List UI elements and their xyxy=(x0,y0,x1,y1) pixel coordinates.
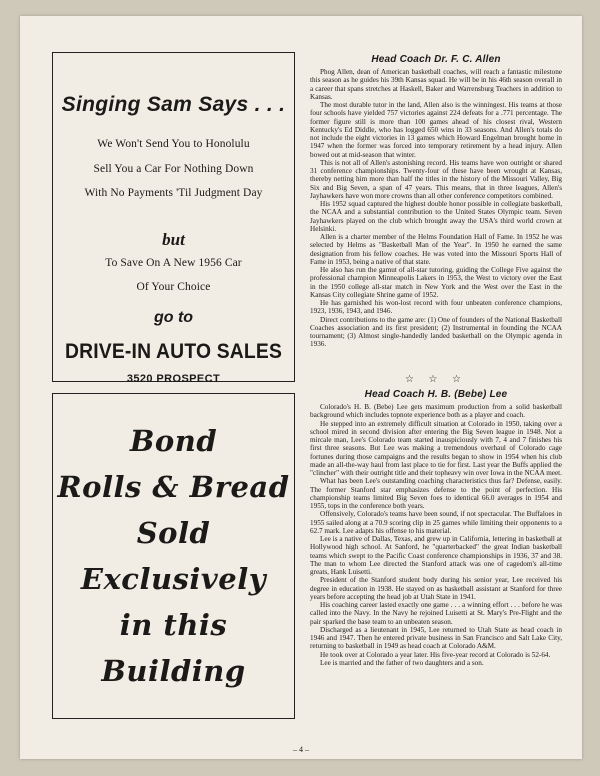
bond-bread-ad xyxy=(52,393,295,719)
allen-paragraph: This is not all of Allen's astonishing record. His teams have won outright or shared 31 conference championships. Twenty-four of these have been wrought at Kansas, thereby netting him more than half the titles in the history of the Missouri Valley, Big Six and Big Seven, a span of 47 years. This means, that in three leagues, Allen's Jayhawkers have won more crowns than all other conference competitors combined. xyxy=(310,158,562,200)
ad-line: We Won't Send You to Honolulu xyxy=(97,138,250,150)
ad-but: but xyxy=(162,230,185,249)
lee-paragraph: He stepped into an extremely difficult situation at Colorado in 1950, taking over a school mired in second division after entering the Big Seven league in 1948. Not a mircale man, Lee's Colorado team started inauspiciously with 7, 4 and 7 finishes his first three seasons. But Lee was making a tremendous overhaul of Colorado cage fortunes during those campaigns and the results began to show in 1954 when his club made an all-the-way haul from last place to tie for first. Last year the Buffs applied the "clincher" with their outright title and their topheavy win over Iowa in the NCAA meet. xyxy=(310,419,562,477)
lee-heading: Head Coach H. B. (Bebe) Lee xyxy=(364,389,508,400)
bond-ad-line: in this xyxy=(119,608,228,642)
page-number: – 4 – xyxy=(293,745,309,754)
ad-line: To Save On A New 1956 Car xyxy=(105,257,242,269)
bond-ad-line: Exclusively xyxy=(80,562,267,596)
ad-brand-name: DRIVE-IN AUTO SALES xyxy=(64,340,283,363)
allen-paragraph: His 1952 squad captured the highest double honor possible in collegiate basketball, the NCAA and a substantial contribution to the United States Olympic team. Seven Jayhawkers played on the club which brought away the USA's third world crown at Helsinki. xyxy=(310,200,562,233)
program-page xyxy=(20,16,582,759)
bond-ad-line: Building xyxy=(101,654,246,688)
lee-paragraph: Lee is a native of Dallas, Texas, and grew up in California, lettering in basketball at Hollywood high school. At Sanford, he "quarterbacked" the great Indian basketball teams which swept to the Pacific Coast conference championships in 1936, 37 and 38. The man to whom Lee directed the Stanford attack was one of cagedom's all-time greats, Hank Luisetti. xyxy=(310,535,562,576)
allen-paragraph: The most durable tutor in the land, Allen also is the winningest. His teams at those four schools have yielded 757 victories against 224 defeats for a .771 percentage. The former figure still is more than 100 games ahead of his closest rival, Western Kentucky's Ed Diddle, who has logged 650 wins in 33 seasons. And Allen's totals do not include the eight victories in 13 games which Howard Engelman brought home in 1947 when the former was forced into temporary retirement by a head injury. Allen bowed out at mid-season that winter. xyxy=(310,101,562,159)
ad-line: With No Payments 'Til Judgment Day xyxy=(84,187,263,199)
lee-paragraph: He took over at Colorado a year later. His five-year record at Colorado is 52-64. xyxy=(320,650,551,659)
bond-ad-line: Sold xyxy=(136,516,211,550)
lee-paragraph: Lee is married and the father of two daughters and a son. xyxy=(320,658,484,667)
bond-ad-line: Bond xyxy=(129,424,218,458)
lee-paragraph: Offensively, Colorado's teams have been sound, if not spectacular. The Buffaloes in 1955 sailed along at a 70.9 scoring clip in 25 games while limiting their opponents to a 62.7 mark. Lee adapts his offense to his material. xyxy=(310,510,562,535)
ad-title: Singing Sam Says . . . xyxy=(61,93,286,116)
lee-paragraph: His coaching career lasted exactly one game . . . a winning effort . . . before he was called into the Navy. In the Navy he rejoined Luisetti at St. Mary's Pre-Flight and the pair sparked the base team to an unbeaten season. xyxy=(310,601,562,626)
allen-paragraph: Allen is a charter member of the Helms Foundation Hall of Fame. In 1952 he was selected by Helms as "Basketball Man of the Year". In 1950 he earned the same designation from his fellow coaches. He was voted into the Missouri Sports Hall of Fame in 1953, being a native of that state. xyxy=(310,233,562,266)
lee-paragraph: Colorado's H. B. (Bebe) Lee gets maximum production from a solid basketball background which includes topnote experience both as a player and coach. xyxy=(310,403,562,420)
ad-line: Sell You a Car For Nothing Down xyxy=(93,163,254,175)
ad-go-to: go to xyxy=(153,309,194,326)
allen-paragraph: Direct contributions to the game are: (1) One of founders of the National Basketball Coaches association and its first president; (2) Instrumental in founding the NCAA tournament; (3) Almost single-handedly landed basketball on the Olympic agenda in 1936. xyxy=(310,315,562,349)
allen-paragraph: He has garnished his won-lost record with four unbeaten conference champions, 1923, 1936, 1943, and 1946. xyxy=(310,299,562,316)
allen-paragraph: Phog Allen, dean of American basketball coaches, will reach a fantastic milestone this season as he guides his 39th Kansas squad. He will be in his 46th season overall in a career that spans stretches at Haskell, Baker and Warrensburg Teachers in addition to Kansas. xyxy=(310,68,562,101)
allen-paragraph: He also has run the gamut of all-star tutoring, guiding the College Five against the professional champion Minneapolis Lakers in 1953, the West to victory over the East in the 1950 college all-star match in New York and the West over the East in the Kansas City collegiate Shrine game of 1952. xyxy=(310,266,562,299)
allen-article-body xyxy=(310,68,562,349)
ad-address: 3520 PROSPECT xyxy=(126,373,221,385)
lee-paragraph: What has been Lee's outstanding coaching characteristics thus far? Defense, easily. The former Stanford star emphasizes defense to the point of perfection. His championship teams limited Big Seven foes to identical 66.0 averages in 1954 and 1955, tops in the conference both years. xyxy=(310,477,562,510)
bond-ad-line: Rolls & Bread xyxy=(57,470,290,504)
ad-line: Of Your Choice xyxy=(136,281,211,293)
allen-heading: Head Coach Dr. F. C. Allen xyxy=(371,54,501,65)
star-separator: ☆ ☆ ☆ xyxy=(405,374,467,385)
drive-in-auto-sales-ad xyxy=(52,52,295,385)
lee-paragraph: Discharged as a lieutenant in 1945, Lee returned to Utah State as head coach in 1946 and 1947. Then he entered private business in San Francisco and Salt Lake City, returning to basketball in 1949 as head coach at Colorado A&M. xyxy=(310,625,562,651)
lee-article-body xyxy=(310,403,562,667)
lee-paragraph: President of the Stanford student body during his senior year, Lee received his degree in education in 1938. He stayed on as basketball assistant at Stanford for three years before accepting the head job at Utah State in 1941. xyxy=(310,576,562,601)
